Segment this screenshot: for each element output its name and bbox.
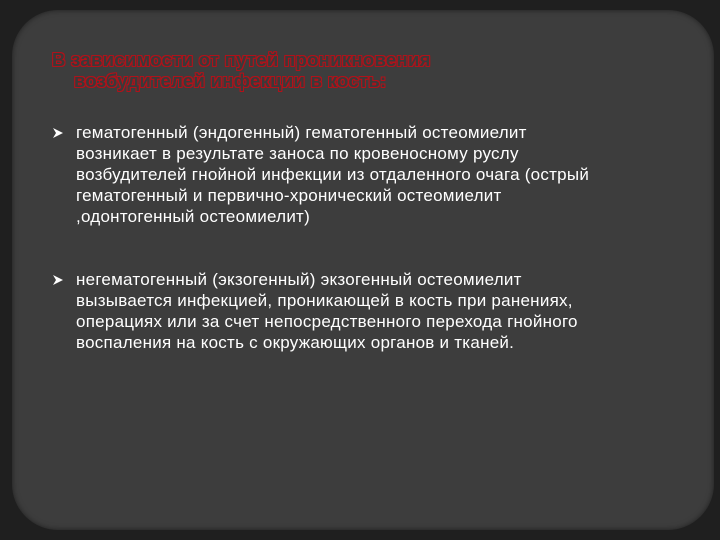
slide-title-line-2: возбудителей инфекции в кость: bbox=[74, 70, 387, 91]
arrowhead-bullet-icon bbox=[52, 127, 64, 139]
bullet-item-hematogenous bbox=[52, 122, 612, 227]
slide-title bbox=[52, 49, 612, 91]
bullet-text: гематогенный (эндогенный) гематогенный остеомиелит возникает в результате заноса по кровеносному руслу возбудителей гнойной инфекции из отдаленного очага (острый гематогенный и первично-хронический остеомиелит ,одонтогенный остеомиелит) bbox=[76, 123, 590, 226]
bullet-text: негематогенный (экзогенный) экзогенный остеомиелит вызывается инфекцией, проникающей в кость при ранениях, операциях или за счет непосредственного перехода гнойного воспаления на кость с окружающих органов и тканей. bbox=[76, 270, 578, 352]
arrowhead-bullet-icon bbox=[52, 274, 64, 286]
bullet-item-non-hematogenous bbox=[52, 269, 612, 353]
bullet-list bbox=[52, 122, 612, 353]
slide-title-line-1: В зависимости от путей проникновения bbox=[52, 49, 431, 70]
